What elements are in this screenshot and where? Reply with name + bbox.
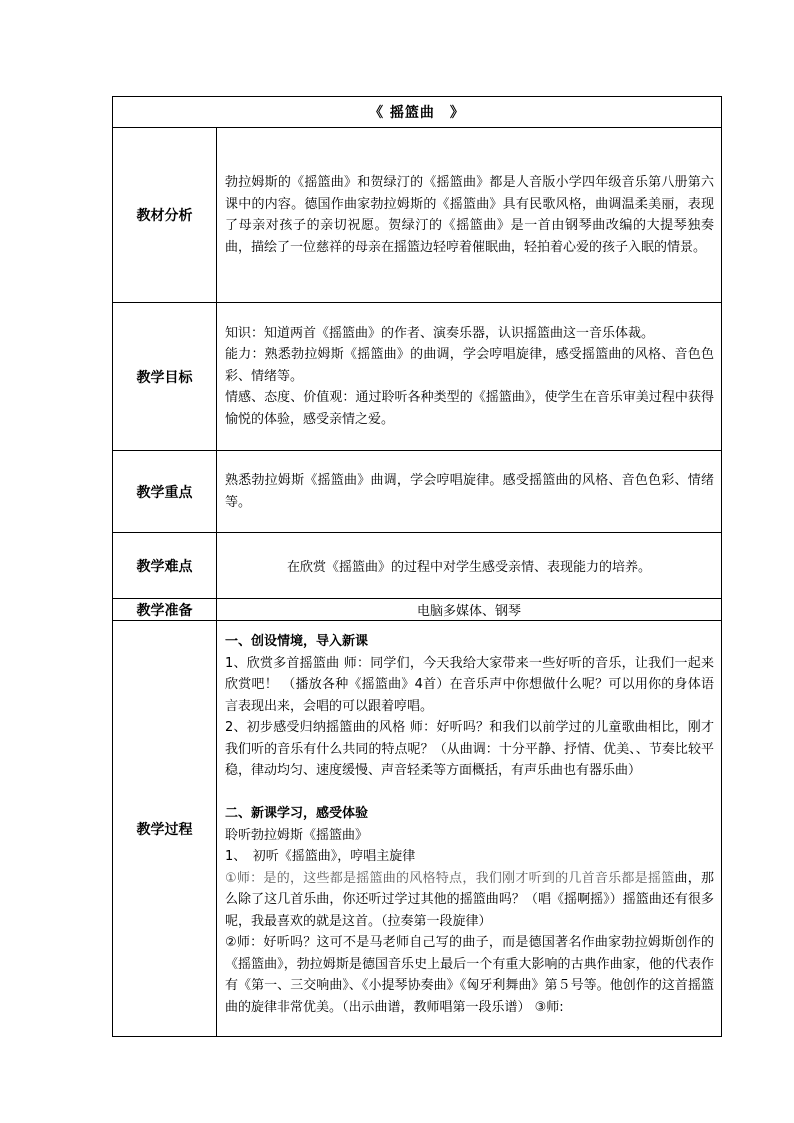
part1-paragraph-1: 1、欣赏多首摇篮曲 师：同学们，今天我给大家带来一些好听的音乐，让我们一起来欣赏吧！ （播放各种《摇篮曲》4首）在音乐声中你想做什么呢？可以用你的身体语言表现出来，会唱的可以跟着哼唱。 [225, 655, 714, 714]
part1-heading: 一、创设情境，导入新课 [225, 634, 369, 649]
part2-paragraph-1-rest: 曲，那么除了这几首乐曲，你还听过学过其他的摇篮曲吗？（唱《摇啊摇》）摇篮曲还有很多呢，我最喜欢的就是这首。（拉奏第一段旋律） [225, 870, 714, 929]
part2-paragraph-2: ②师：好听吗？这可不是马老师自己写的曲子，而是德国著名作曲家勃拉姆斯创作的《摇篮曲》，勃拉姆斯是德国音乐史上最后一个有重大影响的古典作曲家，他的代表作有《第一、三交响曲》、《小提琴协奏曲》《匈牙利舞曲》第５号等。他创作的这首摇篮曲的旋律非常优美。（出示曲谱，教师唱第一段乐谱） ③师: [225, 935, 714, 1015]
key-points-row [113, 451, 722, 533]
part2-subheading: 聆听勃拉姆斯《摇篮曲》 [225, 827, 369, 843]
goal-emotion: 情感、态度、价值观：通过聆听各种类型的《摇篮曲》，使学生在音乐审美过程中获得愉悦的体验，感受亲情之爱。 [225, 390, 714, 427]
process-content [217, 621, 722, 1037]
preparation-text: 电脑多媒体、钢琴 [217, 599, 722, 621]
section-spacer [225, 782, 714, 804]
lesson-title: 《 摇篮曲 》 [113, 97, 722, 128]
goals-row [113, 303, 722, 451]
part2-paragraph-1-gray: ①师：是的，这些都是摇篮曲的风格特点，我们刚才听到的几首音乐都是摇篮 [225, 870, 675, 886]
goal-ability: 能力：熟悉勃拉姆斯《摇篮曲》的曲调，学会哼唱旋律，感受摇篮曲的风格、音色色彩、情绪等。 [225, 347, 714, 384]
goals-content [217, 303, 722, 451]
difficulties-row [113, 533, 722, 599]
material-row [113, 128, 722, 303]
difficulties-text: 在欣赏《摇篮曲》的过程中对学生感受亲情、表现能力的培养。 [217, 533, 722, 599]
material-text: 勃拉姆斯的《摇篮曲》和贺绿汀的《摇篮曲》都是人音版小学四年级音乐第八册第六课中的内容。德国作曲家勃拉姆斯的《摇篮曲》具有民歌风格，曲调温柔美丽，表现了母亲对孩子的亲切祝愿。贺绿汀的《摇篮曲》是一首由钢琴曲改编的大提琴独奏曲，描绘了一位慈祥的母亲在摇篮边轻哼着催眠曲，轻拍着心爱的孩子入眠的情景。 [225, 175, 714, 255]
part2-heading: 二、新课学习，感受体验 [225, 806, 369, 821]
title-row [113, 97, 722, 128]
part2-paragraph-1 [225, 868, 714, 933]
material-label: 教材分析 [113, 128, 217, 303]
preparation-row [113, 599, 722, 621]
key-points-text: 熟悉勃拉姆斯《摇篮曲》曲调，学会哼唱旋律。感受摇篮曲的风格、音色色彩、情绪等。 [225, 473, 714, 510]
difficulties-label: 教学难点 [113, 533, 217, 599]
key-points-label: 教学重点 [113, 451, 217, 533]
material-content [217, 128, 722, 303]
preparation-label: 教学准备 [113, 599, 217, 621]
goal-knowledge: 知识：知道两首《摇篮曲》的作者、演奏乐器，认识摇篮曲这一音乐体裁。 [225, 325, 655, 341]
process-row [113, 621, 722, 1037]
process-label: 教学过程 [113, 621, 217, 1037]
part2-item-1: 1、 初听《摇篮曲》，哼唱主旋律 [225, 849, 416, 864]
lesson-plan-table [112, 96, 722, 1037]
goals-label: 教学目标 [113, 303, 217, 451]
key-points-content [217, 451, 722, 533]
part1-paragraph-2: 2、初步感受归纳摇篮曲的风格 师：好听吗？和我们以前学过的儿童歌曲相比，刚才我们听的音乐有什么共同的特点呢？（从曲调：十分平静、抒情、优美、、节奏比较平稳，律动均匀、速度缓慢、声音轻柔等方面概括，有声乐曲也有器乐曲） [225, 720, 714, 778]
